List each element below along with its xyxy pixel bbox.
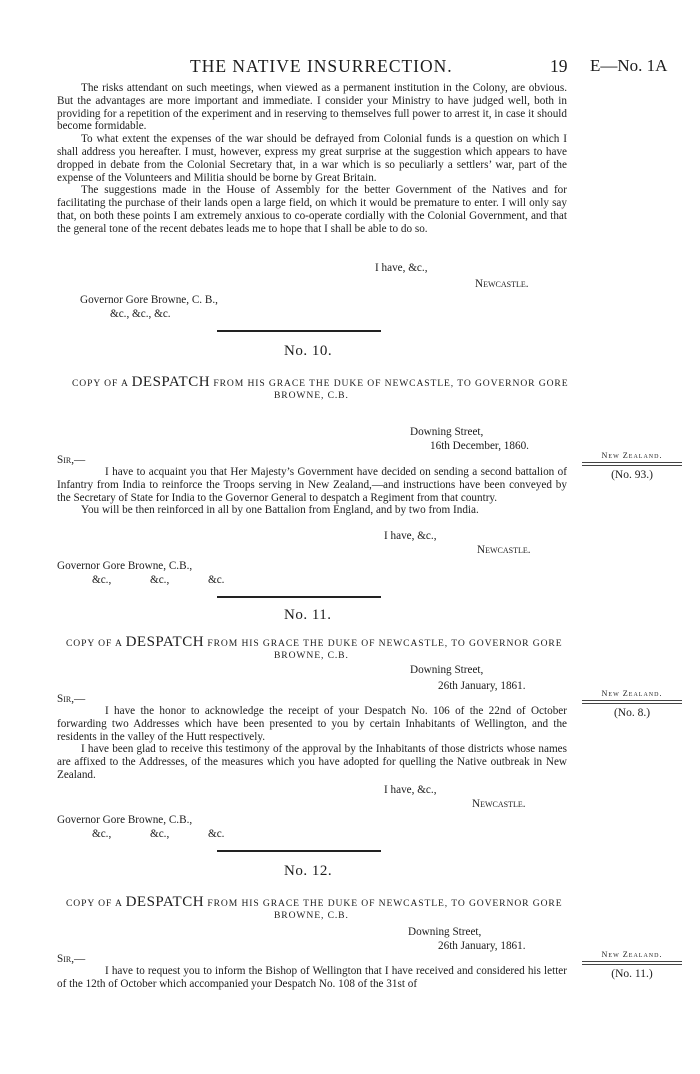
closing: I have, &c., bbox=[384, 784, 437, 796]
addressee-etc-1: &c., bbox=[92, 828, 112, 840]
page-number: 19 bbox=[550, 56, 568, 76]
paragraph: I have been glad to receive this testimony of the approval by the Inhabitants of those districts whose names are affixed to the Addresses, of the measures which you have adopted for quelling the Native outbreak in New Zealand. bbox=[57, 743, 567, 781]
salutation: Sir,— bbox=[57, 953, 86, 965]
addressee-etc-3: &c. bbox=[208, 828, 225, 840]
despatch-body bbox=[57, 466, 567, 517]
paragraph: I have to request you to inform the Bishop of Wellington that I have received and considered his letter of the 12th of October which accompanied your Despatch No. 108 of the 31st of bbox=[57, 965, 567, 990]
addressee-etc-2: &c., bbox=[150, 574, 170, 586]
intro-text bbox=[57, 82, 567, 236]
margin-region: New Zealand. bbox=[582, 689, 682, 701]
despatch-place: Downing Street, bbox=[408, 926, 482, 938]
addressee: Governor Gore Browne, C. B., bbox=[80, 294, 218, 306]
heading-prefix: COPY OF A bbox=[66, 898, 123, 909]
despatch-number: No. 12. bbox=[284, 863, 333, 879]
despatch-place: Downing Street, bbox=[410, 426, 484, 438]
heading-suffix: FROM HIS GRACE THE DUKE OF NEWCASTLE, TO GOVERNOR GORE bbox=[207, 638, 563, 649]
margin-note bbox=[582, 689, 682, 719]
closing: I have, &c., bbox=[384, 530, 437, 542]
despatch-heading bbox=[66, 894, 562, 911]
paragraph: The risks attendant on such meetings, when viewed as a permanent institution in the Colony, are obvious. But the advantages are more important and immediate. I consider your Ministry to have judged well, both in providing for a repetition of the experiment and in reserving to themselves full power to arrest it, in case it should become formidable. bbox=[57, 82, 567, 133]
addressee: Governor Gore Browne, C.B., bbox=[57, 814, 193, 826]
closing: I have, &c., bbox=[375, 262, 428, 274]
margin-region: New Zealand. bbox=[582, 950, 682, 962]
despatch-heading bbox=[72, 374, 568, 391]
heading-keyword: DESPATCH bbox=[125, 894, 205, 910]
margin-note bbox=[582, 950, 682, 980]
document-reference: E—No. 1A bbox=[590, 56, 668, 75]
salutation: Sir,— bbox=[57, 454, 86, 466]
despatch-body bbox=[57, 965, 567, 991]
addressee-etc-1: &c., bbox=[92, 574, 112, 586]
despatch-heading bbox=[66, 634, 562, 651]
despatch-date: 16th December, 1860. bbox=[430, 440, 529, 452]
heading-suffix: FROM HIS GRACE THE DUKE OF NEWCASTLE, TO GOVERNOR GORE bbox=[207, 898, 563, 909]
salutation: Sir,— bbox=[57, 693, 86, 705]
running-header-title: THE NATIVE INSURRECTION. bbox=[190, 56, 453, 76]
paragraph: You will be then reinforced in all by one Battalion from England, and by two from India. bbox=[81, 504, 479, 517]
despatch-number: No. 11. bbox=[284, 607, 332, 623]
heading-keyword: DESPATCH bbox=[131, 374, 211, 390]
paragraph: I have the honor to acknowledge the receipt of your Despatch No. 106 of the 22nd of October forwarding two Addresses which have been presented to you by certain Inhabitants of Wellington, and the residents in the valley of the Hutt respectively. bbox=[57, 705, 567, 743]
despatch-place: Downing Street, bbox=[410, 664, 484, 676]
section-divider bbox=[217, 850, 381, 852]
despatch-date: 26th January, 1861. bbox=[438, 940, 526, 952]
heading-prefix: COPY OF A bbox=[66, 638, 123, 649]
paragraph: I have to acquaint you that Her Majesty’s Government have decided on sending a second battalion of Infantry from India to reinforce the Troops serving in New Zealand,—and instructions have been conveyed by the Secretary of State for India to the Governor General to despatch a Regiment from that country. bbox=[57, 466, 567, 504]
paragraph: The suggestions made in the House of Assembly for the better Government of the Natives and for facilitating the purchase of their lands open a large field, on which it would be premature to enter. I will only say that, on both these points I am extremely anxious to co-operate cordially with the Colonial Government, and that the general tone of the recent debates leads me to hope that I shall be able to do so. bbox=[57, 184, 567, 235]
heading-prefix: COPY OF A bbox=[72, 378, 129, 389]
heading-line-2: BROWNE, C.B. bbox=[274, 650, 349, 661]
margin-number: (No. 93.) bbox=[582, 465, 682, 481]
signature: Newcastle. bbox=[477, 544, 531, 556]
despatch-date: 26th January, 1861. bbox=[438, 680, 526, 692]
heading-line-2: BROWNE, C.B. bbox=[274, 390, 349, 401]
section-divider bbox=[217, 596, 381, 598]
section-divider bbox=[217, 330, 381, 332]
despatch-number: No. 10. bbox=[284, 343, 333, 359]
margin-note bbox=[582, 451, 682, 481]
heading-suffix: FROM HIS GRACE THE DUKE OF NEWCASTLE, TO GOVERNOR GORE bbox=[213, 378, 569, 389]
margin-number: (No. 8.) bbox=[582, 703, 682, 719]
margin-number: (No. 11.) bbox=[582, 964, 682, 980]
despatch-body bbox=[57, 705, 567, 782]
addressee-etc-3: &c. bbox=[208, 574, 225, 586]
signature: Newcastle. bbox=[472, 798, 526, 810]
heading-keyword: DESPATCH bbox=[125, 634, 205, 650]
margin-region: New Zealand. bbox=[582, 451, 682, 463]
paragraph: To what extent the expenses of the war should be defrayed from Colonial funds is a question on which I shall address you hereafter. I must, however, express my great surprise at the suggestion which appears to have dropped in debate from the Colonial Secretary that, in a war which is so peculiarly a settlers’ war, part of the expense of the Volunteers and Militia should be borne by Great Britain. bbox=[57, 133, 567, 184]
addressee: Governor Gore Browne, C.B., bbox=[57, 560, 193, 572]
heading-line-2: BROWNE, C.B. bbox=[274, 910, 349, 921]
addressee-etc-2: &c., bbox=[150, 828, 170, 840]
addressee-etc: &c., &c., &c. bbox=[110, 308, 171, 320]
signature: Newcastle. bbox=[475, 278, 529, 290]
